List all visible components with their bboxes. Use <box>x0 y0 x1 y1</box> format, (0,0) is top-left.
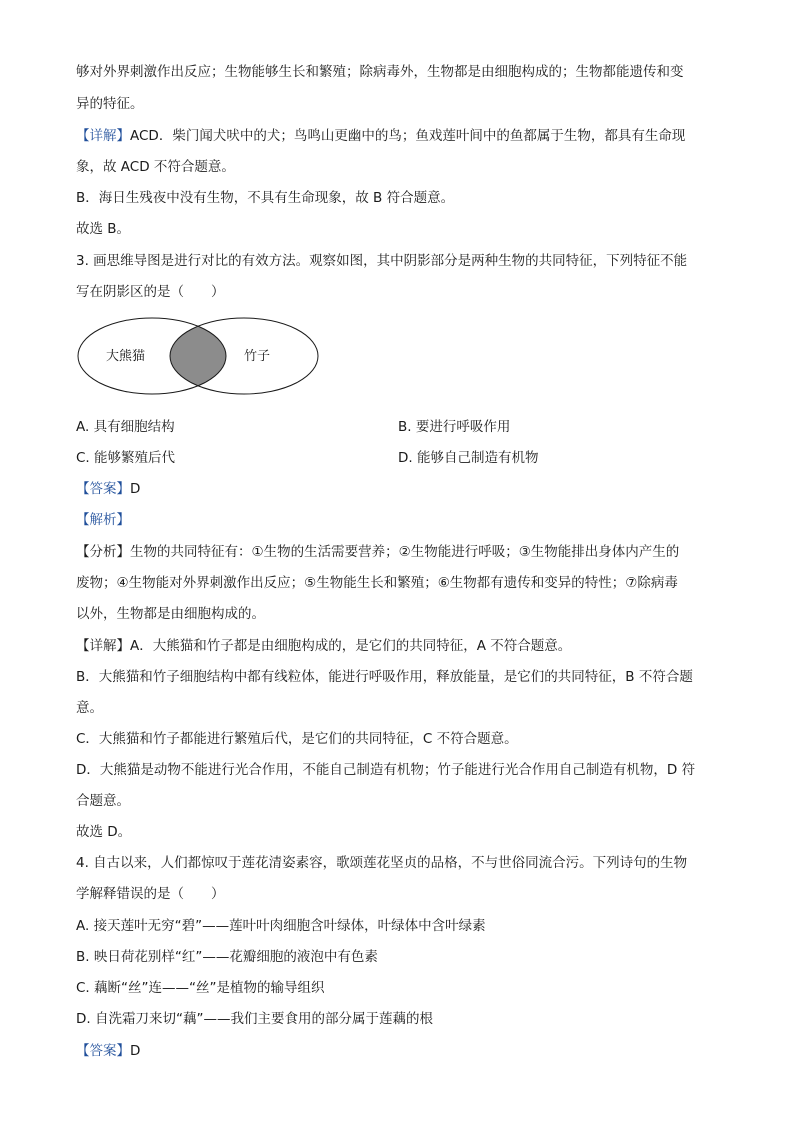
analysis-tag: 【解析】 <box>76 512 130 528</box>
answer-tag: 【答案】 <box>76 1043 130 1059</box>
answer-value: D <box>130 481 141 497</box>
text-line: 废物；④生物能对外界刺激作出反应；⑤生物能生长和繁殖；⑥生物都有遗传和变异的特性；⑦除病毒 <box>76 575 678 591</box>
answer-line <box>76 479 724 499</box>
text-line: 异的特征。 <box>76 96 144 112</box>
venn-right-label: 竹子 <box>244 349 271 364</box>
detail-tag: 【详解】 <box>76 638 130 654</box>
question-4-stem-cont: 学解释错误的是（ ） <box>76 886 225 902</box>
venn-left-label: 大熊猫 <box>106 349 146 364</box>
text-line: C．大熊猫和竹子都能进行繁殖后代，是它们的共同特征，C 不符合题意。 <box>76 731 518 747</box>
option-a: A. 接天莲叶无穷“碧”——莲叶叶肉细胞含叶绿体，叶绿体中含叶绿素 <box>76 918 486 934</box>
text-line: 意。 <box>76 700 103 716</box>
detail-line <box>76 126 724 146</box>
analysis-subtag: 【分析】 <box>76 544 130 560</box>
option-c: C. 能够繁殖后代 <box>76 450 176 466</box>
answer-line <box>76 1041 724 1061</box>
text-line: B．海日生残夜中没有生物，不具有生命现象，故 B 符合题意。 <box>76 190 455 206</box>
text-line: B．大熊猫和竹子细胞结构中都有线粒体，能进行呼吸作用，释放能量，是它们的共同特征，B 不符合题 <box>76 669 693 685</box>
option-c: C. 藕断“丝”连——“丝”是植物的输导组织 <box>76 980 325 996</box>
text-line: 合题意。 <box>76 793 130 809</box>
analysis-line <box>76 542 724 562</box>
option-d: D. 自洗霜刀来切“藕”——我们主要食用的部分属于莲藕的根 <box>76 1011 433 1027</box>
text-line: 象，故 ACD 不符合题意。 <box>76 159 235 175</box>
text-line: D．大熊猫是动物不能进行光合作用，不能自己制造有机物；竹子能进行光合作用自己制造有机物，D 符 <box>76 762 696 778</box>
option-b: B. 映日荷花别样“红”——花瓣细胞的液泡中有色素 <box>76 949 378 965</box>
question-3-stem: 3. 画思维导图是进行对比的有效方法。观察如图，其中阴影部分是两种生物的共同特征，下列特征不能 <box>76 253 688 269</box>
analysis-text: 生物的共同特征有：①生物的生活需要营养；②生物能进行呼吸；③生物能排出身体内产生的 <box>130 544 680 560</box>
venn-diagram <box>76 316 320 396</box>
detail-text: ACD．柴门闻犬吠中的犬；鸟鸣山更幽中的鸟；鱼戏莲叶间中的鱼都属于生物，都具有生命现 <box>130 128 686 144</box>
detail-line <box>76 636 724 656</box>
answer-value: D <box>130 1043 141 1059</box>
question-3-stem-cont: 写在阴影区的是（ ） <box>76 284 225 300</box>
conclusion-line: 故选 D。 <box>76 824 132 840</box>
answer-tag: 【答案】 <box>76 481 130 497</box>
detail-text: A．大熊猫和竹子都是由细胞构成的，是它们的共同特征，A 不符合题意。 <box>130 638 572 654</box>
conclusion-line: 故选 B。 <box>76 221 131 237</box>
text-line: 够对外界刺激作出反应；生物能够生长和繁殖；除病毒外，生物都是由细胞构成的；生物都能遗传和变 <box>76 64 684 80</box>
option-b: B. 要进行呼吸作用 <box>398 419 511 435</box>
detail-tag: 【详解】 <box>76 128 130 144</box>
question-4-stem: 4. 自古以来，人们都惊叹于莲花清姿素容，歌颂莲花坚贞的品格，不与世俗同流合污。下列诗句的生物 <box>76 855 688 871</box>
option-a: A. 具有细胞结构 <box>76 419 175 435</box>
option-d: D. 能够自己制造有机物 <box>398 450 539 466</box>
text-line: 以外，生物都是由细胞构成的。 <box>76 606 265 622</box>
